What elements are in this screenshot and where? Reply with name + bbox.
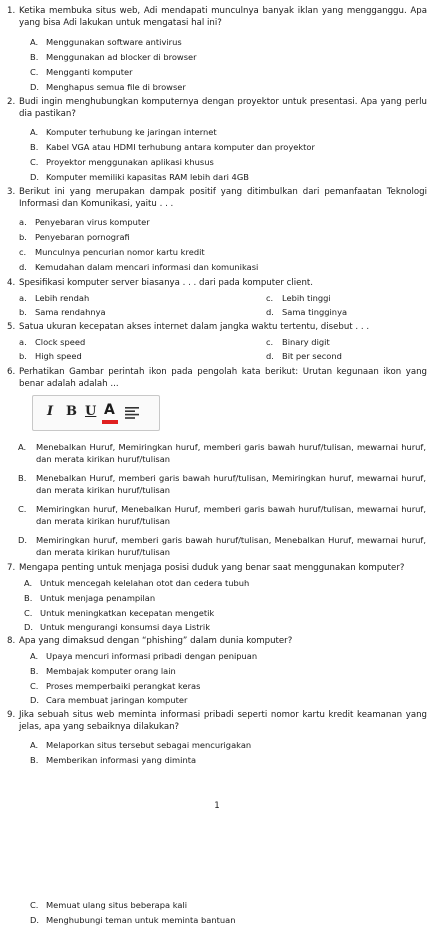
option-a: a. Lebih rendah <box>19 293 90 303</box>
option-b: B. Menebalkan Huruf, memberi garis bawah huruf/tulisan, Memiringkan huruf, mewarnai huruf, dan merata kirikan huruf/tulisan <box>18 473 426 496</box>
question-text: Mengapa penting untuk menjaga posisi duduk yang benar saat menggunakan komputer? <box>19 563 405 573</box>
font-color-bar <box>102 420 118 424</box>
question-text: Spesifikasi komputer server biasanya . . . dari pada komputer client. <box>19 278 313 288</box>
option-d: d. Bit per second <box>266 351 342 361</box>
page-number: 1 <box>214 801 220 811</box>
option-b: b. Penyebaran pornografi <box>19 232 130 242</box>
option-a: A. Melaporkan situs tersebut sebagai mencurigakan <box>30 740 252 750</box>
option-c: c. Lebih tinggi <box>266 293 331 303</box>
question-number: 6. <box>7 367 16 377</box>
question-9 <box>7 709 427 733</box>
option-a: A. Menebalkan Huruf, Memiringkan huruf, memberi garis bawah huruf/tulisan, mewarnai huruf, dan merata kirikan huruf/tulisan <box>18 442 426 465</box>
bold-icon: B <box>66 404 77 419</box>
option-d: D. Memiringkan huruf, memberi garis bawah huruf/tulisan, Menebalkan Huruf, mewarnai huruf, dan merata kirikan huruf/tulisan <box>18 535 426 558</box>
option-b: b. Sama rendahnya <box>19 307 106 317</box>
question-6 <box>7 366 427 390</box>
option-a: A. Komputer terhubung ke jaringan internet <box>30 127 217 137</box>
option-b: B. Memberikan informasi yang diminta <box>30 755 197 765</box>
option-d: D. Komputer memiliki kapasitas RAM lebih dari 4GB <box>30 172 249 182</box>
option-c: C. Mengganti komputer <box>30 67 133 77</box>
option-d: D. Untuk mengurangi konsumsi daya Listrik <box>24 622 210 632</box>
option-b: B. Kabel VGA atau HDMI terhubung antara komputer dan proyektor <box>30 142 315 152</box>
question-number: 3. <box>7 187 16 197</box>
option-b: B. Untuk menjaga penampilan <box>24 593 156 603</box>
question-number: 9. <box>7 710 16 720</box>
question-5 <box>7 321 427 333</box>
align-left-icon <box>125 407 139 419</box>
question-text: Budi ingin menghubungkan komputernya dengan proyektor untuk presentasi. Apa yang perlu dia pastikan? <box>19 97 427 120</box>
option-d: D. Menghubungi teman untuk meminta bantuan <box>30 915 236 925</box>
question-4 <box>7 277 427 289</box>
question-text: Perhatikan Gambar perintah ikon pada pengolah kata berikut: Urutan kegunaan ikon yang benar adalah adalah ... <box>19 367 427 390</box>
underline-icon: U <box>85 404 97 419</box>
question-text: Berikut ini yang merupakan dampak positif yang ditimbulkan dari pemanfaatan Teknologi Informasi dan Komunikasi, yaitu . . . <box>19 187 427 210</box>
option-d: D. Menghapus semua file di browser <box>30 82 186 92</box>
option-b: b. High speed <box>19 351 82 361</box>
option-a: a. Penyebaran virus komputer <box>19 217 150 227</box>
question-text: Jika sebuah situs web meminta informasi pribadi seperti nomor kartu kredit keamanan yang jelas, apa yang sebaiknya dilakukan? <box>19 710 427 733</box>
question-text: Apa yang dimaksud dengan “phishing” dalam dunia komputer? <box>19 636 293 646</box>
question-number: 5. <box>7 322 16 332</box>
option-a: A. Upaya mencuri informasi pribadi dengan penipuan <box>30 651 258 661</box>
option-c: c. Munculnya pencurian nomor kartu kredit <box>19 247 205 257</box>
option-d: d. Kemudahan dalam mencari informasi dan komunikasi <box>19 262 259 272</box>
option-c: C. Memuat ulang situs beberapa kali <box>30 900 188 910</box>
option-b: B. Menggunakan ad blocker di browser <box>30 52 197 62</box>
option-c: C. Proses memperbaiki perangkat keras <box>30 681 201 691</box>
font-color-icon: A <box>104 402 115 418</box>
question-7 <box>7 562 427 574</box>
question-number: 8. <box>7 636 16 646</box>
option-a: A. Menggunakan software antivirus <box>30 37 182 47</box>
question-number: 7. <box>7 563 16 573</box>
option-a: a. Clock speed <box>19 337 86 347</box>
question-8 <box>7 635 427 647</box>
option-c: C. Proyektor menggunakan aplikasi khusus <box>30 157 214 167</box>
option-a: A. Untuk mencegah kelelahan otot dan cedera tubuh <box>24 578 250 588</box>
option-d: d. Sama tingginya <box>266 307 348 317</box>
question-number: 2. <box>7 97 16 107</box>
word-formatting-toolbar-image <box>32 395 160 431</box>
question-number: 1. <box>7 6 16 16</box>
option-c: c. Binary digit <box>266 337 330 347</box>
question-2 <box>7 96 427 120</box>
question-number: 4. <box>7 278 16 288</box>
question-1 <box>7 5 427 29</box>
option-b: B. Membajak komputer orang lain <box>30 666 176 676</box>
question-text: Ketika membuka situs web, Adi mendapati munculnya banyak iklan yang mengganggu. Apa yang bisa Adi lakukan untuk mengatasi hal ini? <box>19 6 427 29</box>
italic-icon: I <box>47 404 54 419</box>
question-text: Satua ukuran kecepatan akses internet dalam jangka waktu tertentu, disebut . . . <box>19 322 370 332</box>
option-c: C. Untuk meningkatkan kecepatan mengetik <box>24 608 215 618</box>
option-c: C. Memiringkan huruf, Menebalkan Huruf, memberi garis bawah huruf/tulisan, mewarnai huruf, dan merata kirikan huruf/tulisan <box>18 504 426 527</box>
option-d: D. Cara membuat jaringan komputer <box>30 695 188 705</box>
question-3 <box>7 186 427 210</box>
